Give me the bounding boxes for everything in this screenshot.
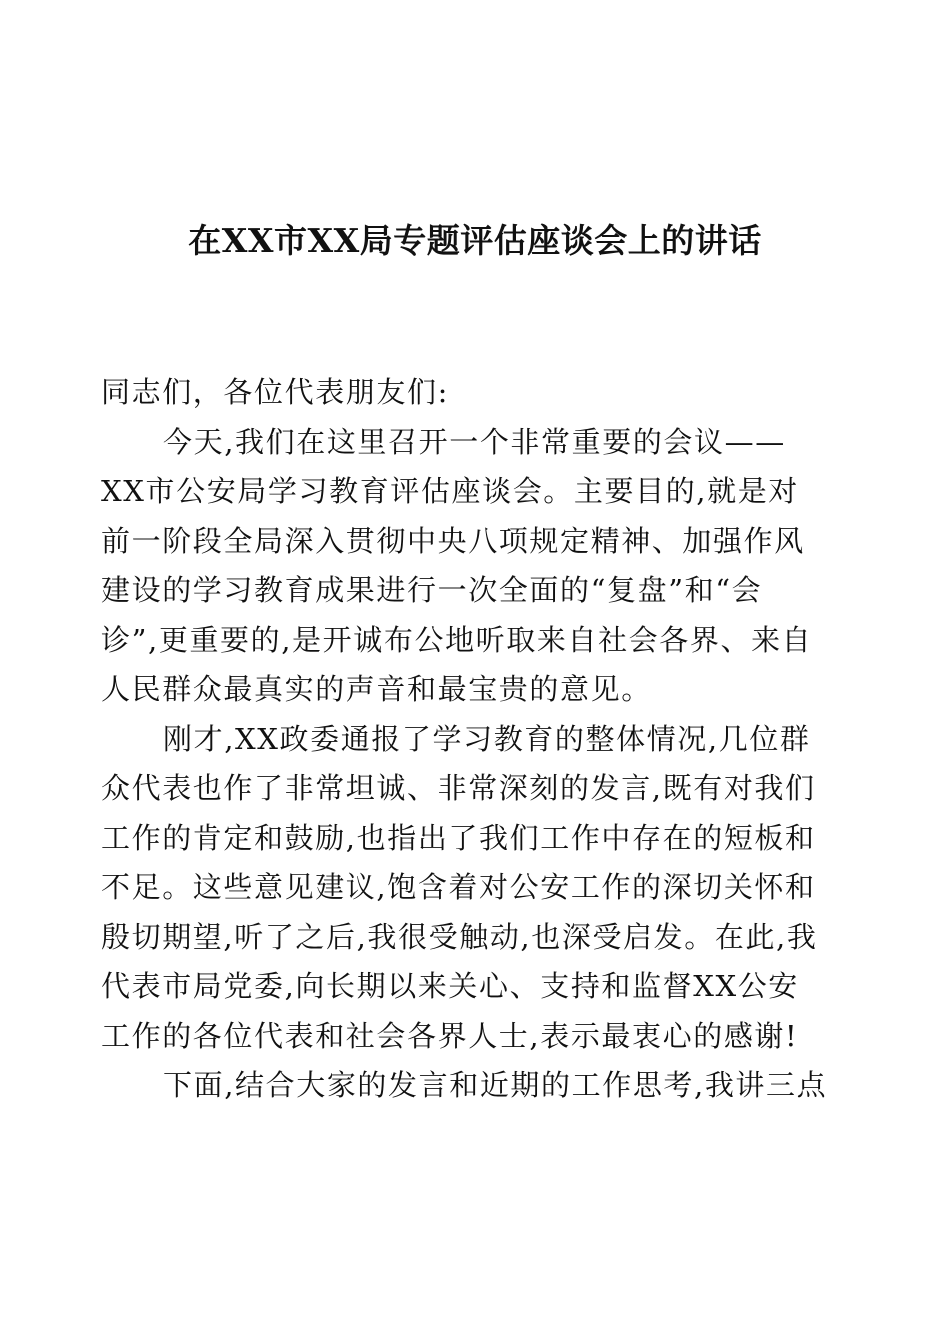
document-body: [101, 368, 861, 1111]
body-line: 今天,我们在这里召开一个非常重要的会议——: [163, 424, 786, 459]
body-line: 殷切期望,听了之后,我很受触动,也深受启发。在此,我: [101, 919, 818, 954]
body-line: 诊”,更重要的,是开诚布公地听取来自社会各界、来自: [101, 622, 813, 657]
body-line: XX市公安局学习教育评估座谈会。主要目的,就是对: [101, 474, 799, 508]
body-line: 不足。这些意见建议,饱含着对公安工作的深切关怀和: [101, 870, 816, 904]
body-line: 工作的肯定和鼓励,也指出了我们工作中存在的短板和: [101, 820, 816, 855]
body-line: 人民群众最真实的声音和最宝贵的意见。: [101, 672, 652, 706]
body-line: 代表市局党委,向长期以来关心、支持和监督XX公安: [101, 969, 799, 1003]
body-line: 工作的各位代表和社会各界人士,表示最衷心的感谢!: [101, 1018, 799, 1053]
document-title: 在XX市XX局专题评估座谈会上的讲话: [188, 221, 762, 260]
body-line: 下面,结合大家的发言和近期的工作思考,我讲三点: [163, 1068, 828, 1102]
body-line: 众代表也作了非常坦诚、非常深刻的发言,既有对我们: [101, 771, 816, 805]
body-line: 前一阶段全局深入贯彻中央八项规定精神、加强作风: [101, 523, 805, 558]
body-line: 建设的学习教育成果进行一次全面的“复盘”和“会: [101, 573, 763, 607]
salutation-line: 同志们，各位代表朋友们:: [101, 375, 449, 409]
body-line: 刚才,XX政委通报了学习教育的整体情况,几位群: [163, 721, 811, 756]
